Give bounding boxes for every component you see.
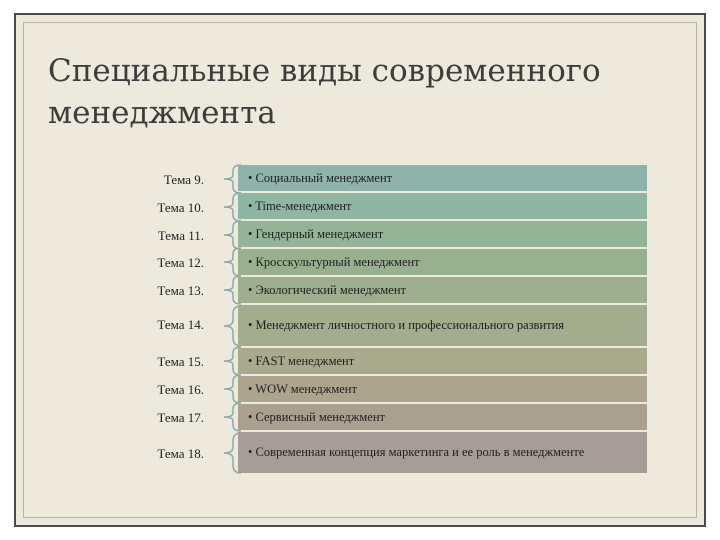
topic-text: • Кросскультурный менеджмент <box>248 254 420 269</box>
topic-label: Тема 16. <box>157 382 204 397</box>
topic-bar <box>238 193 647 219</box>
topic-label: Тема 15. <box>157 354 204 369</box>
topic-label: Тема 11. <box>157 228 204 243</box>
topic-text: • Сервисный менеджмент <box>248 409 385 424</box>
topic-bar <box>238 404 647 430</box>
topic-label: Тема 14. <box>157 317 204 332</box>
topic-text: • Гендерный менеджмент <box>248 226 384 241</box>
topic-text: • Современная концепция маркетинга и ее роль в менеджменте <box>248 445 585 459</box>
topic-label: Тема 18. <box>157 446 204 461</box>
topic-text: • Time-менеджмент <box>248 198 352 213</box>
topic-text: • WOW менеджмент <box>248 381 357 396</box>
topic-bar <box>238 348 647 374</box>
topic-label: Тема 13. <box>157 283 204 298</box>
topic-text: • Экологический менеджмент <box>248 282 406 297</box>
topic-bar <box>238 221 647 247</box>
topic-label: Тема 10. <box>157 200 204 215</box>
topic-bar <box>238 165 647 191</box>
topic-bar <box>238 432 647 473</box>
slide-title: Специальные виды современного менеджмента <box>48 53 601 131</box>
topic-bar <box>238 376 647 402</box>
topic-label: Тема 9. <box>163 172 204 187</box>
topic-text: • Социальный менеджмент <box>248 170 393 185</box>
topic-label: Тема 17. <box>157 410 204 425</box>
topic-text: • Менеджмент личностного и профессионального развития <box>248 318 565 332</box>
topic-bar <box>238 277 647 303</box>
topic-text: • FAST менеджмент <box>248 353 355 368</box>
topic-bar <box>238 249 647 275</box>
topic-bar <box>238 305 647 346</box>
topic-label: Тема 12. <box>157 255 204 270</box>
